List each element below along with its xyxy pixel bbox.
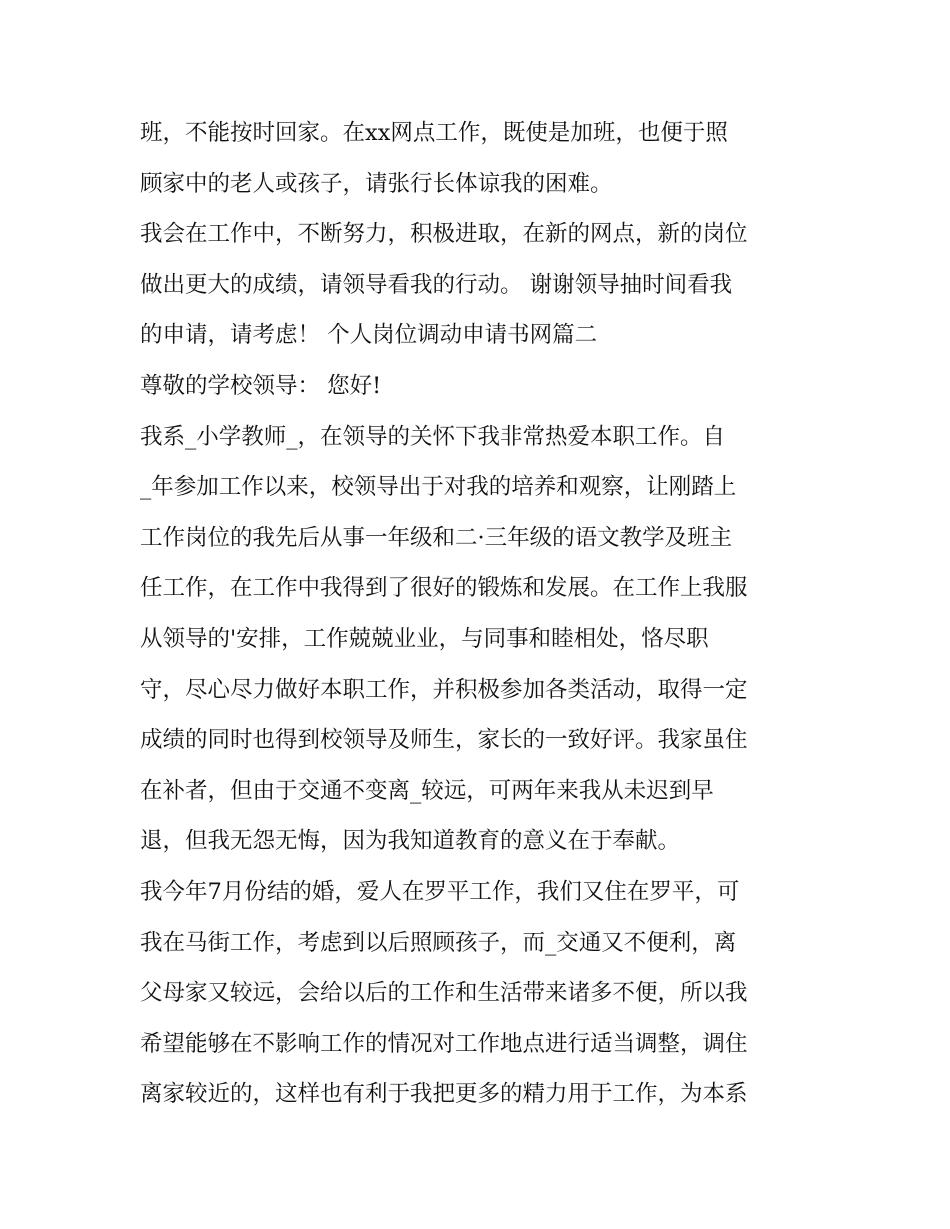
text-line: 在补者，但由于交通不变离_较远，可两年来我从未迟到早 <box>140 777 714 804</box>
text-line: 成绩的同时也得到校领导及师生，家长的一致好评。我家虽住 <box>140 727 748 754</box>
text-line: 任工作，在工作中我得到了很好的锻炼和发展。在工作上我服 <box>140 575 748 602</box>
text-line: 的申请，请考虑！ 个人岗位调动申请书网篇二 <box>140 322 598 349</box>
text-line: 班，不能按时回家。在xx网点工作，既使是加班，也便于照 <box>140 120 728 146</box>
text-line: _年参加工作以来，校领导出于对我的培养和观察，让刚踏上 <box>140 474 737 501</box>
text-line: 工作岗位的我先后从事一年级和二·三年级的语文教学及班主 <box>140 524 733 551</box>
text-line: 从领导的'安排，工作兢兢业业，与同事和睦相处，恪尽职 <box>140 625 709 652</box>
text-line: 希望能够在不影响工作的情况对工作地点进行适当调整，调住 <box>140 1030 748 1057</box>
text-line: 退，但我无怨无悔，因为我知道教育的意义在于奉献。 <box>140 828 681 855</box>
text-line: 离家较近的，这样也有利于我把更多的精力用于工作，为本系 <box>140 1081 748 1108</box>
text-line: 我系_小学教师_，在领导的关怀下我非常热爱本职工作。自 <box>140 423 726 450</box>
text-line: 父母家又较远，会给以后的工作和生活带来诸多不便，所以我 <box>140 980 748 1007</box>
document-body <box>140 108 830 1120</box>
salutation-line: 尊敬的学校领导： 您好! <box>140 372 382 399</box>
text-line: 我会在工作中，不断努力，积极进取，在新的网点，新的岗位 <box>140 221 748 248</box>
text-line: 守，尽心尽力做好本职工作，并积极参加各类活动，取得一定 <box>140 676 748 703</box>
text-line: 做出更大的成绩，请领导看我的行动。 谢谢领导抽时间看我 <box>140 271 733 298</box>
text-line: 我在马街工作，考虑到以后照顾孩子，而_交通又不便利，离 <box>140 929 737 956</box>
text-line: 顾家中的老人或孩子，请张行长体谅我的困难。 <box>140 170 613 197</box>
text-line: 我今年7月份结的婚，爱人在罗平工作，我们又住在罗平，可 <box>140 878 740 905</box>
